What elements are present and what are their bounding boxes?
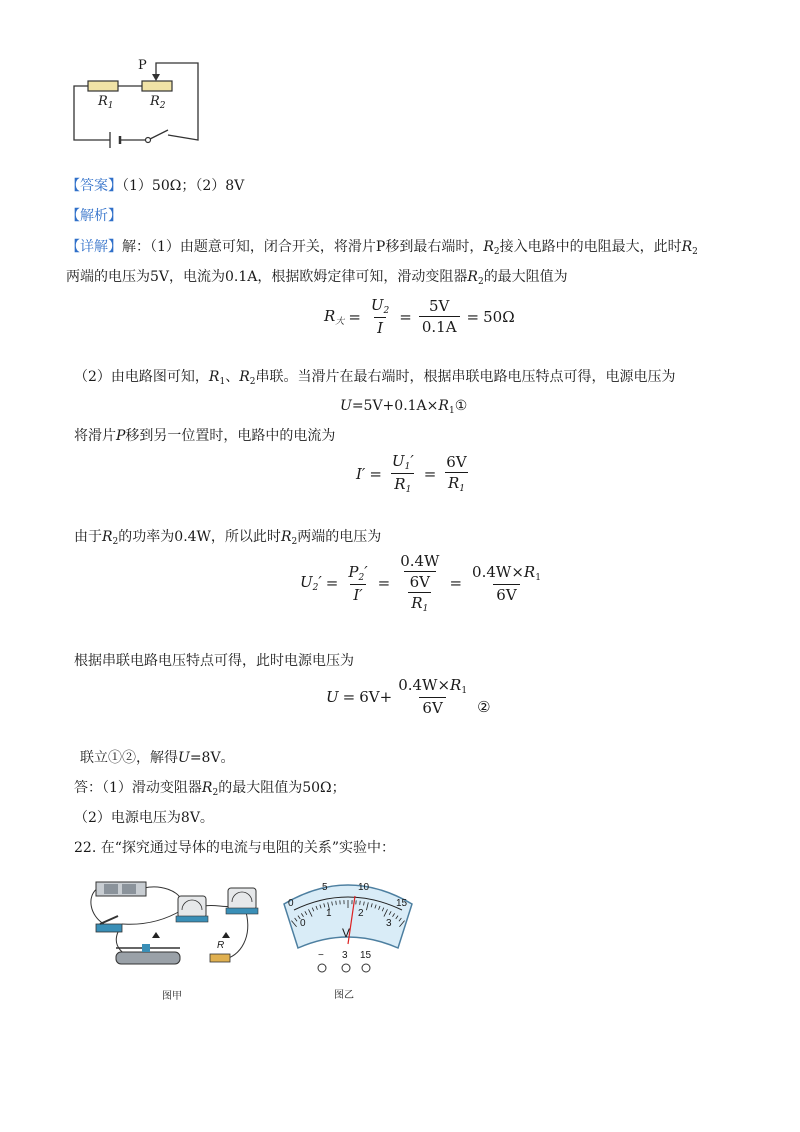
scale-bottom-3: 3: [386, 918, 392, 929]
resistor-r2: [142, 81, 172, 91]
dial-tick: [360, 901, 361, 905]
terminal-label-negative: −: [318, 950, 324, 961]
equation-voltage-2: U = 6V+ $\frac{0.4W\times R_1}{6V}$ ②: [326, 676, 491, 717]
question-22: 22. 在“探究通过导体的电流与电阻的关系”实验中：: [74, 840, 396, 856]
apparatus-drawing: [82, 876, 272, 986]
final-answer-1: 答：（1）滑动变阻器$R_2$的最大阻值为50Ω；: [74, 780, 346, 798]
terminal-15: [362, 964, 370, 972]
slider-label: P: [138, 58, 147, 73]
final-answer-2: （2）电源电压为8V。: [74, 810, 214, 826]
dial-unit: V: [342, 926, 351, 940]
detail-line-2: 两端的电压为5V，电流为0.1A，根据欧姆定律可知，滑动变阻器$R_2$的最大阻值为: [66, 269, 568, 287]
scale-bottom-2: 2: [358, 908, 364, 919]
r2-label: $R_2$: [150, 94, 166, 111]
figure-apparatus: [82, 876, 272, 1002]
figure-voltmeter-dial: [278, 878, 418, 1001]
figure-dial-caption: 图乙: [334, 990, 354, 1001]
equation-max-resistance: $R_大$ = $\frac{U_2}{I}$ = $\frac{5V}{0.1A}$ = 50Ω: [324, 296, 515, 337]
detail-line-1: 【详解】解：（1）由题意可知，闭合开关，将滑片P移到最右端时，$R_2$接入电路中的电阻最大，此时$R_2$: [66, 239, 698, 257]
switch-lever: [150, 130, 168, 139]
terminal-3: [342, 964, 350, 972]
rheostat: [116, 952, 180, 964]
scale-top-10: 10: [358, 882, 370, 893]
apparatus-r-label: R: [217, 940, 225, 951]
scale-top-0: 0: [288, 898, 294, 909]
scale-bottom-1: 1: [326, 908, 332, 919]
dial-tick: [336, 901, 337, 905]
circuit-diagram-top: [68, 58, 208, 158]
terminal-label-3: 3: [342, 950, 348, 961]
move-slider-text: 将滑片P移到另一位置时，电路中的电流为: [74, 428, 336, 444]
terminal-negative: [318, 964, 326, 972]
resistor-r1: [88, 81, 118, 91]
power-sentence: 由于$R_2$的功率为0.4W，所以此时$R_2$两端的电压为: [74, 529, 382, 547]
resistor-r: [210, 954, 230, 962]
equation-voltage-1: $U=5V+0.1A\times R_1①$: [340, 398, 468, 416]
equation-u2: $U_2'$ = $\frac{P_2'}{I'}$ = $\frac{0.4W}{\frac{6V}{R_1}}$ = $\frac{0.4W\times R_1}{6V}$: [300, 552, 541, 614]
scale-top-15: 15: [396, 898, 408, 909]
series-sentence: 根据串联电路电压特点可得，此时电源电压为: [74, 653, 354, 669]
answer-line: [66, 176, 244, 196]
terminal-label-15: 15: [360, 950, 372, 961]
answer-text: （1）50Ω；（2）8V: [122, 178, 245, 194]
answer-tag: 【答案】: [66, 178, 122, 194]
solve-line: 联立①②，解得U=8V。: [80, 750, 235, 766]
switch-base: [96, 924, 122, 932]
scale-top-5: 5: [322, 882, 328, 893]
battery-box: [96, 882, 146, 896]
r1-label: $R_1$: [98, 94, 114, 111]
equation-current: I′ = $\frac{U_1'}{R_1}$ = $\frac{6V}{R_1}$: [356, 452, 467, 495]
part2-intro: （2）由电路图可知，$R_1$、$R_2$串联。当滑片在最右端时，根据串联电路电压特点可得，电源电压为: [74, 369, 676, 387]
analysis-tag: 【解析】: [66, 208, 122, 224]
detail-tag: 【详解】: [66, 239, 122, 255]
scale-bottom-0: 0: [300, 918, 306, 929]
switch-contact: [146, 138, 151, 143]
figure-apparatus-caption: 图甲: [162, 991, 182, 1002]
